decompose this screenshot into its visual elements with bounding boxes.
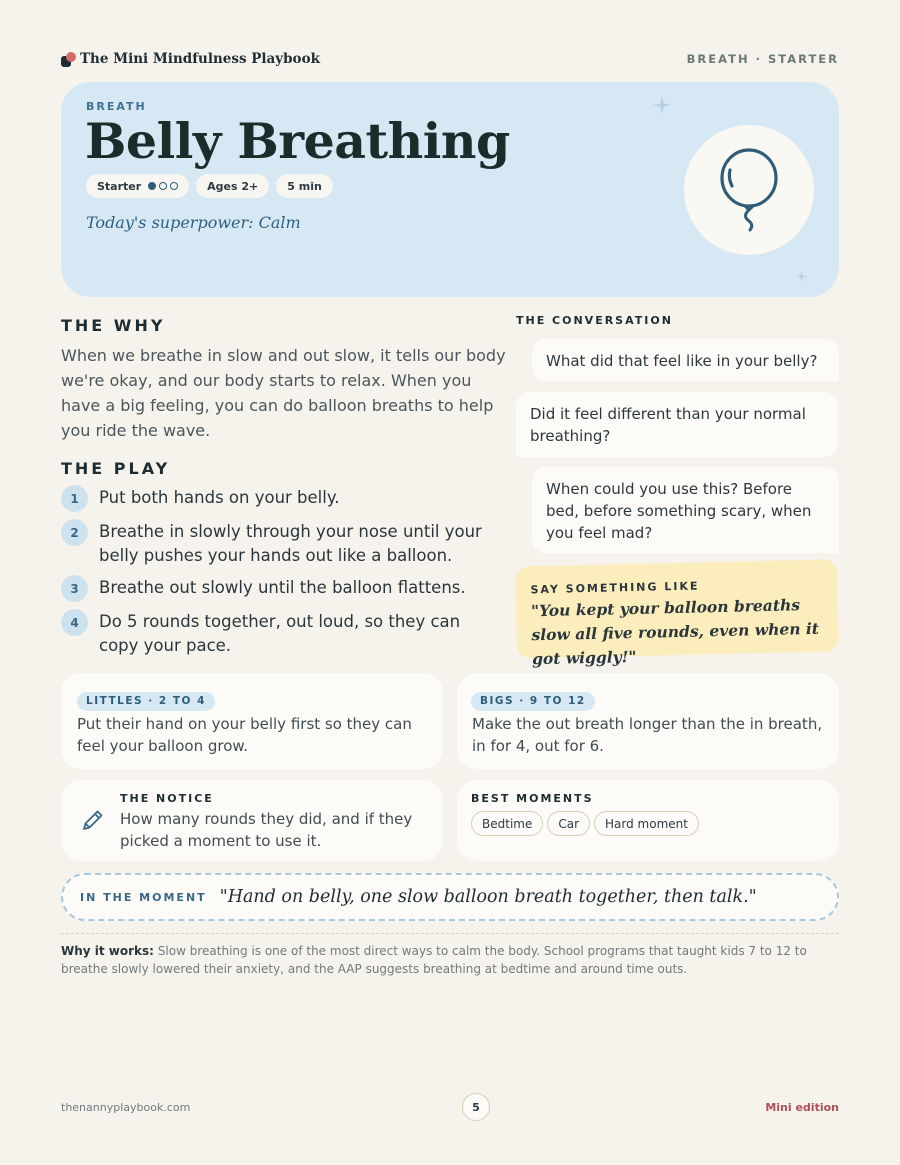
step-text: Breathe in slowly through your nose until your belly pushes your hands out like a balloon. [99,522,482,565]
step-text: Put both hands on your belly. [99,488,340,507]
play-step [61,609,491,658]
level-dot-empty [170,182,178,190]
level-dot-filled [148,182,156,190]
brand-logo-icon [61,52,76,67]
moment-chip: Hard moment [594,811,699,836]
in-the-moment-banner [61,873,839,921]
why-it-works-text: Slow breathing is one of the most direct ways to calm the body. School programs that taught kids 7 to 12 to breathe slowly lowered their anxiety, and the AAP suggests breathing at bedtime and around time outs. [61,944,807,976]
balloon-badge [684,125,814,255]
footer-site: thenannyplaybook.com [61,1101,191,1114]
step-number: 1 [61,485,88,512]
best-moments-label: BEST MOMENTS [471,792,594,805]
page-title: Belly Breathing [85,112,510,170]
step-number: 3 [61,575,88,602]
in-the-moment-quote: "Hand on belly, one slow balloon breath together, then talk." [219,887,757,907]
play-step [61,519,491,568]
littles-card [61,673,443,769]
say-something-note [515,559,839,669]
level-dots [148,182,178,190]
littles-text: Put their hand on your belly first so they can feel your balloon grow. [77,715,412,755]
step-number: 4 [61,609,88,636]
conversation-heading: THE CONVERSATION [516,314,673,327]
say-quote: "You kept your balloon breaths slow all five rounds, even when it got wiggly!" [530,595,820,669]
meta-pills [86,174,333,198]
why-it-works [61,942,839,978]
play-step [61,485,491,512]
moment-chip: Car [547,811,590,836]
superpower-text: Today's superpower: Calm [86,213,301,232]
brand-name: The Mini Mindfulness Playbook [80,51,320,67]
level-dot-empty [159,182,167,190]
ages-pill: Ages 2+ [196,174,269,198]
step-text: Do 5 rounds together, out loud, so they can copy your pace. [99,612,461,655]
brand [61,51,320,67]
notice-text: How many rounds they did, and if they picked a moment to use it. [120,810,413,850]
step-text: Breathe out slowly until the balloon flattens. [99,578,466,597]
sparkle-icon [796,267,807,286]
play-steps [61,485,491,665]
notice-card [61,780,443,861]
moment-chips [471,811,703,836]
bigs-tag: BIGS · 9 TO 12 [471,692,595,711]
divider [61,933,839,934]
bigs-card [457,673,839,769]
balloon-icon [716,148,782,232]
level-label: Starter [97,179,142,193]
question-bubble: Did it feel different than your normal breathing? [516,392,838,457]
category-label: BREATH · STARTER [686,52,839,66]
best-moments-card [457,780,839,861]
why-heading: THE WHY [61,316,166,335]
play-step [61,575,491,602]
hero-kicker: BREATH [86,100,147,113]
why-text: When we breathe in slow and out slow, it tells our body we're okay, and our body starts to relax. When you have a big feeling, you can do balloon breaths to help you ride the wave. [61,346,506,440]
play-heading: THE PLAY [61,459,171,478]
moment-chip: Bedtime [471,811,543,836]
pencil-icon [81,808,105,836]
duration-pill: 5 min [276,174,333,198]
bigs-text: Make the out breath longer than the in breath, in for 4, out for 6. [472,715,823,755]
question-bubble: When could you use this? Before bed, before something scary, when you feel mad? [532,467,839,553]
in-the-moment-label: IN THE MOMENT [80,890,207,904]
footer-edition: Mini edition [765,1101,839,1114]
question-bubble: What did that feel like in your belly? [532,339,839,381]
hero-card [61,82,839,297]
page-number: 5 [462,1093,490,1121]
sparkle-icon [653,96,671,118]
level-pill [86,174,189,198]
say-label: SAY SOMETHING LIKE [530,579,700,597]
why-it-works-label: Why it works: [61,944,154,958]
step-number: 2 [61,519,88,546]
notice-label: THE NOTICE [120,792,214,805]
littles-tag: LITTLES · 2 TO 4 [77,692,215,711]
top-bar [61,48,839,70]
